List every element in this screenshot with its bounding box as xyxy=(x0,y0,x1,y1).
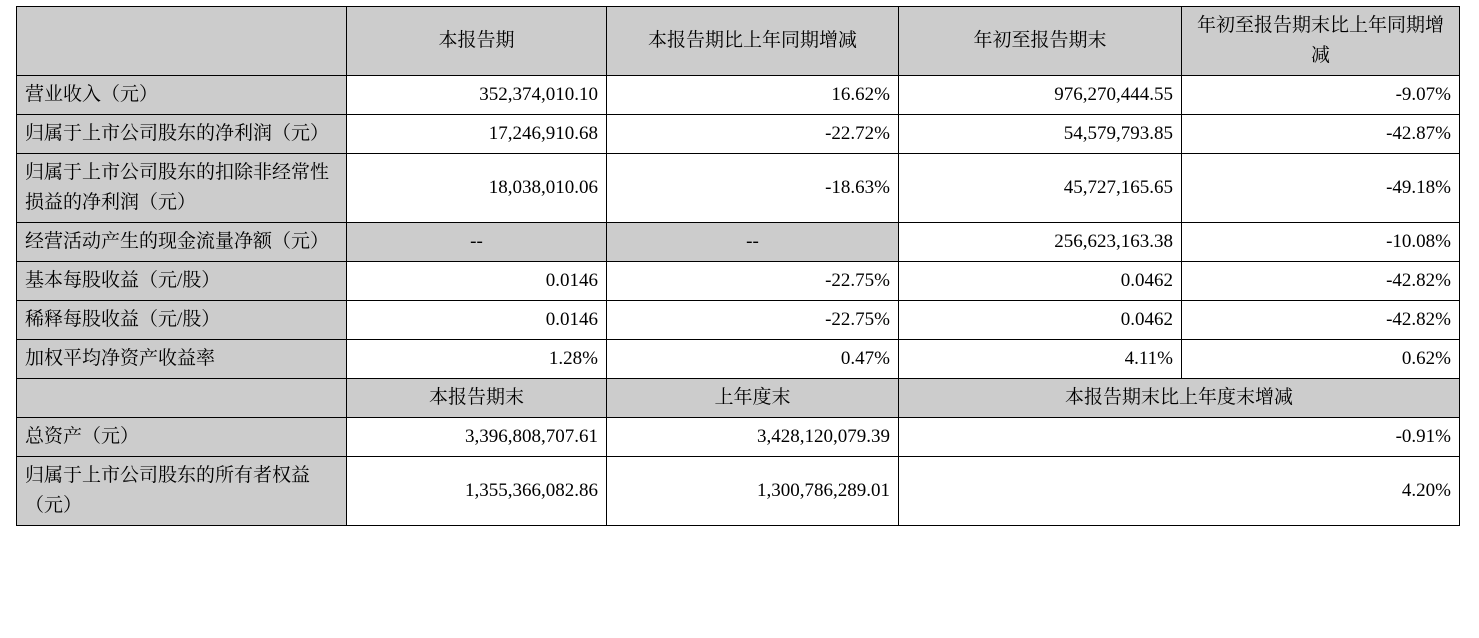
table-row xyxy=(17,457,1460,526)
cell-operating-cashflow-current-yoy: -- xyxy=(607,223,899,262)
cell-equity-period-end: 1,355,366,082.86 xyxy=(347,457,607,526)
cell-total-assets-last-year-end: 3,428,120,079.39 xyxy=(607,418,899,457)
cell-diluted-eps-ytd-yoy: -42.82% xyxy=(1182,301,1460,340)
row-label-total-assets: 总资产（元） xyxy=(17,418,347,457)
row-label-operating-cashflow: 经营活动产生的现金流量净额（元） xyxy=(17,223,347,262)
row-label-roe: 加权平均净资产收益率 xyxy=(17,340,347,379)
financial-summary-table xyxy=(16,6,1460,526)
cell-net-profit-deducted-ytd: 45,727,165.65 xyxy=(899,154,1182,223)
table-header-row xyxy=(17,7,1460,76)
cell-equity-change: 4.20% xyxy=(899,457,1460,526)
table-second-header-row xyxy=(17,379,1460,418)
cell-diluted-eps-ytd: 0.0462 xyxy=(899,301,1182,340)
cell-basic-eps-current: 0.0146 xyxy=(347,262,607,301)
cell-revenue-ytd-yoy: -9.07% xyxy=(1182,76,1460,115)
cell-revenue-current-yoy: 16.62% xyxy=(607,76,899,115)
cell-total-assets-change: -0.91% xyxy=(899,418,1460,457)
cell-revenue-current: 352,374,010.10 xyxy=(347,76,607,115)
row-label-net-profit-deducted: 归属于上市公司股东的扣除非经常性损益的净利润（元） xyxy=(17,154,347,223)
cell-operating-cashflow-current: -- xyxy=(347,223,607,262)
cell-basic-eps-current-yoy: -22.75% xyxy=(607,262,899,301)
second-header-period-end: 本报告期末 xyxy=(347,379,607,418)
cell-roe-ytd-yoy: 0.62% xyxy=(1182,340,1460,379)
cell-net-profit-ytd: 54,579,793.85 xyxy=(899,115,1182,154)
cell-net-profit-current-yoy: -22.72% xyxy=(607,115,899,154)
cell-operating-cashflow-ytd-yoy: -10.08% xyxy=(1182,223,1460,262)
cell-net-profit-deducted-ytd-yoy: -49.18% xyxy=(1182,154,1460,223)
cell-basic-eps-ytd-yoy: -42.82% xyxy=(1182,262,1460,301)
cell-roe-current: 1.28% xyxy=(347,340,607,379)
row-label-basic-eps: 基本每股收益（元/股） xyxy=(17,262,347,301)
cell-total-assets-period-end: 3,396,808,707.61 xyxy=(347,418,607,457)
header-current-period: 本报告期 xyxy=(347,7,607,76)
cell-net-profit-deducted-current: 18,038,010.06 xyxy=(347,154,607,223)
second-header-change: 本报告期末比上年度末增减 xyxy=(899,379,1460,418)
cell-diluted-eps-current: 0.0146 xyxy=(347,301,607,340)
cell-equity-last-year-end: 1,300,786,289.01 xyxy=(607,457,899,526)
cell-roe-current-yoy: 0.47% xyxy=(607,340,899,379)
table-row xyxy=(17,340,1460,379)
table-row xyxy=(17,418,1460,457)
header-corner-cell xyxy=(17,7,347,76)
second-header-corner-cell xyxy=(17,379,347,418)
cell-roe-ytd: 4.11% xyxy=(899,340,1182,379)
cell-operating-cashflow-ytd: 256,623,163.38 xyxy=(899,223,1182,262)
cell-basic-eps-ytd: 0.0462 xyxy=(899,262,1182,301)
cell-revenue-ytd: 976,270,444.55 xyxy=(899,76,1182,115)
row-label-diluted-eps: 稀释每股收益（元/股） xyxy=(17,301,347,340)
row-label-net-profit: 归属于上市公司股东的净利润（元） xyxy=(17,115,347,154)
second-header-last-year-end: 上年度末 xyxy=(607,379,899,418)
table-row xyxy=(17,154,1460,223)
table-row xyxy=(17,301,1460,340)
header-ytd: 年初至报告期末 xyxy=(899,7,1182,76)
cell-net-profit-deducted-current-yoy: -18.63% xyxy=(607,154,899,223)
table-row xyxy=(17,76,1460,115)
row-label-revenue: 营业收入（元） xyxy=(17,76,347,115)
table-row xyxy=(17,262,1460,301)
header-ytd-yoy: 年初至报告期末比上年同期增减 xyxy=(1182,7,1460,76)
cell-diluted-eps-current-yoy: -22.75% xyxy=(607,301,899,340)
cell-net-profit-ytd-yoy: -42.87% xyxy=(1182,115,1460,154)
header-current-period-yoy: 本报告期比上年同期增减 xyxy=(607,7,899,76)
table-row xyxy=(17,115,1460,154)
table-row xyxy=(17,223,1460,262)
cell-net-profit-current: 17,246,910.68 xyxy=(347,115,607,154)
row-label-equity: 归属于上市公司股东的所有者权益（元） xyxy=(17,457,347,526)
